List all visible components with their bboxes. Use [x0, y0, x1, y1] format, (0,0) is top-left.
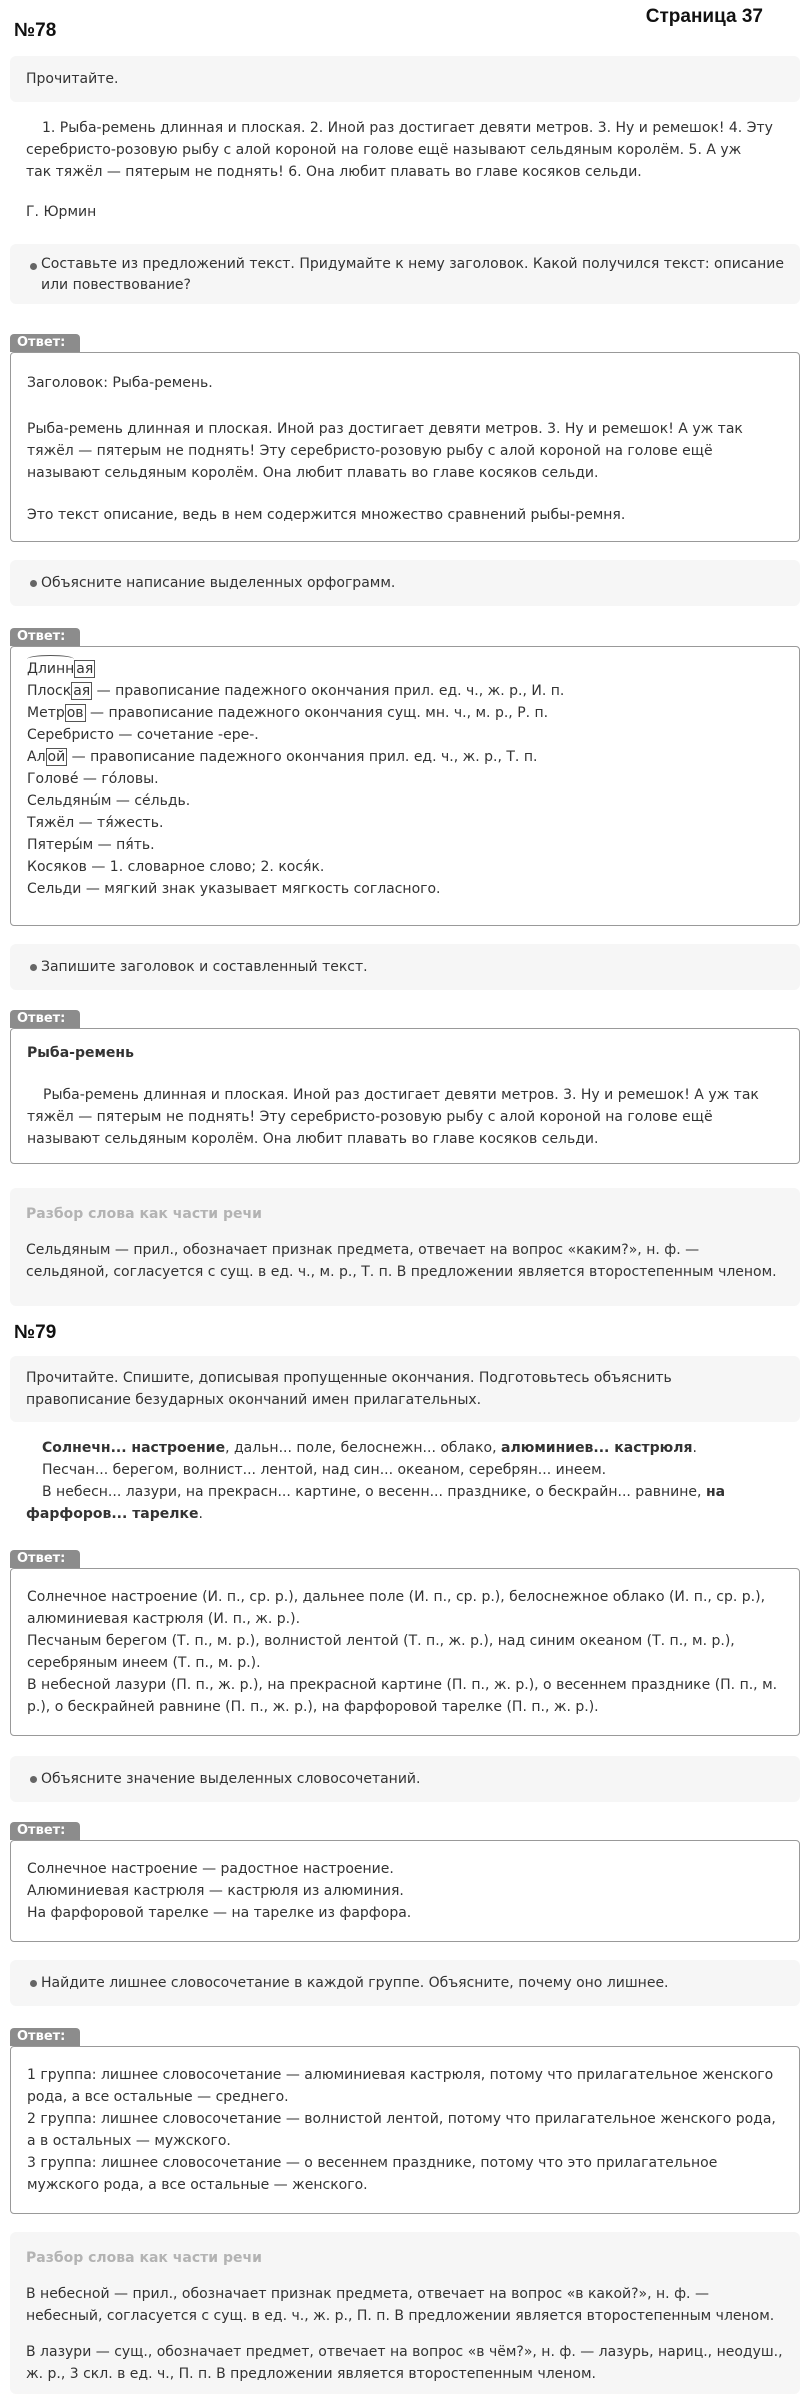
bullet-icon	[30, 263, 37, 270]
author: Г. Юрмин	[26, 204, 97, 220]
task-78-answer-2	[10, 646, 800, 926]
parse-title: Разбор слова как части речи	[26, 2250, 262, 2266]
instruction-line: Прочитайте. Спишите, дописывая пропущенные окончания. Подготовьтесь объяснить	[26, 1370, 672, 1386]
answer-line: алюминиевая кастрюля (И. п., ж. р.).	[27, 1611, 301, 1627]
bullet-icon	[30, 1980, 37, 1987]
parse-title: Разбор слова как части речи	[26, 1206, 262, 1222]
parse-line: В лазури — сущ., обозначает предмет, отвечает на вопрос «в чём?», н. ф. — лазурь, нариц., неодуш.,	[26, 2344, 783, 2360]
bullet-icon	[30, 964, 37, 971]
answer-line: 3 группа: лишнее словосочетание — о весеннем празднике, потому что это прилагательное	[27, 2155, 718, 2171]
answer-line: Рыба-ремень длинная и плоская. Иной раз достигает девяти метров. 3. Ну и ремешок! А уж так	[27, 421, 743, 437]
orthogram-line: Длинн ая	[27, 661, 94, 677]
text-line: так тяжёл — пятерым не поднять! 6. Она любит плавать во главе косяков сельди.	[26, 164, 642, 180]
question-line: Найдите лишнее словосочетание в каждой группе. Объясните, почему оно лишнее.	[41, 1975, 669, 1991]
answer-line: Это текст описание, ведь в нем содержится множество сравнений рыбы-ремня.	[27, 507, 626, 523]
answer-line: мужского рода, а все остальные — женского.	[27, 2177, 368, 2193]
orthogram-line: Пятеры́м — пя́ть.	[27, 837, 155, 853]
task-79-question-2	[10, 1960, 800, 2006]
answer-line: 2 группа: лишнее словосочетание — волнистой лентой, потому что прилагательное женского рода,	[27, 2111, 776, 2127]
parse-line: Сельдяным — прил., обозначает признак предмета, отвечает на вопрос «каким?», н. ф. —	[26, 1242, 700, 1258]
answer-label: Ответ:	[10, 1010, 80, 1028]
bullet-icon	[30, 1776, 37, 1783]
parse-line: В небесной — прил., обозначает признак предмета, отвечает на вопрос «в какой?», н. ф. —	[26, 2286, 709, 2302]
answer-line: называют сельдяным королём. Она любит плавать во главе косяков сельди.	[27, 1131, 599, 1147]
bullet-icon	[30, 580, 37, 587]
parse-line: ж. р., 3 скл. в ед. ч., П. п. В предложении является второстепенным членом.	[26, 2366, 597, 2382]
text-line: серебристо-розовую рыбу с алой короной на голове ещё называют сельдяным королём. 5. А уж	[26, 142, 742, 158]
page-number: Страница 37	[645, 6, 763, 27]
task-79-answer-1	[10, 1840, 800, 1942]
parse-line: сельдяной, согласуется с сущ. в ед. ч., м. р., Т. п. В предложении является второстепенным членом.	[26, 1264, 777, 1280]
answer-line: Солнечное настроение (И. п., ср. р.), дальнее поле (И. п., ср. р.), белоснежное облако (И. п., ср. р.),	[27, 1589, 766, 1605]
question-line: Запишите заголовок и составленный текст.	[41, 959, 368, 975]
orthogram-line: Сельди — мягкий знак указывает мягкость согласного.	[27, 881, 441, 897]
task-78-text	[10, 118, 800, 230]
task-79-instruction-box	[10, 1356, 800, 1422]
orthogram-line: Тяжёл — тя́жесть.	[27, 815, 164, 831]
exercise-line: фарфоров... тарелке.	[26, 1506, 203, 1522]
text-line: 1. Рыба-ремень длинная и плоская. 2. Иной раз достигает девяти метров. 3. Ну и ремешок! 4. Эту	[42, 120, 773, 136]
answer-line: тяжёл — пятерым не поднять! Эту серебристо-розовую рыбу с алой короной на голове ещё	[27, 443, 713, 459]
task-79-question-1	[10, 1756, 800, 1802]
task-78-number: №78	[14, 20, 57, 41]
task-79-answer	[10, 1568, 800, 1736]
answer-line: тяжёл — пятерым не поднять! Эту серебристо-розовую рыбу с алой короной на голове ещё	[27, 1109, 713, 1125]
answer-label: Ответ:	[10, 1822, 80, 1840]
answer-line: рода, а все остальные — среднего.	[27, 2089, 289, 2105]
answer-title: Рыба-ремень	[27, 1045, 134, 1061]
answer-line: Солнечное настроение — радостное настроение.	[27, 1861, 394, 1877]
answer-line: серебряным инеем (Т. п., м. р.).	[27, 1655, 261, 1671]
orthogram-line: Сельдяны́м — се́льдь.	[27, 793, 191, 809]
task-78-instruction-box	[10, 56, 800, 102]
task-78-question-1	[10, 244, 800, 304]
instruction-line: правописание безударных окончаний имен прилагательных.	[26, 1392, 482, 1408]
question-line: или повествование?	[41, 277, 191, 293]
orthogram-line: Косяков — 1. словарное слово; 2. кося́к.	[27, 859, 325, 875]
answer-line: 1 группа: лишнее словосочетание — алюминиевая кастрюля, потому что прилагательное женского	[27, 2067, 774, 2083]
question-line: Объясните значение выделенных словосочетаний.	[41, 1771, 421, 1787]
orthogram-line: Плоск ая — правописание падежного окончания прил. ед. ч., ж. р., И. п.	[27, 683, 565, 699]
question-line: Объясните написание выделенных орфограмм.	[41, 575, 396, 591]
exercise-line: Солнечн... настроение, дальн... поле, белоснежн... облако, алюминиев... кастрюля.	[42, 1440, 697, 1456]
task-78-instruction: Прочитайте.	[26, 71, 119, 87]
answer-line: Рыба-ремень длинная и плоская. Иной раз достигает девяти метров. 3. Ну и ремешок! А уж так	[43, 1087, 759, 1103]
orthogram-line: Метр ов — правописание падежного окончания сущ. мн. ч., м. р., Р. п.	[27, 705, 549, 721]
answer-line: В небесной лазури (П. п., ж. р.), на прекрасной картине (П. п., ж. р.), о весеннем празднике (П. п., м.	[27, 1677, 778, 1693]
question-line: Составьте из предложений текст. Придумайте к нему заголовок. Какой получился текст: описание	[41, 256, 785, 272]
answer-line: Песчаным берегом (Т. п., м. р.), волнистой лентой (Т. п., ж. р.), над синим океаном (Т. п., м. р.),	[27, 1633, 735, 1649]
orthogram-line: Голове́ — го́ловы.	[27, 771, 159, 787]
orthogram-line: Серебристо — сочетание -ере-.	[27, 727, 259, 743]
parse-line: небесный, согласуется с сущ. в ед. ч., ж. р., П. п. В предложении является второстепенным членом.	[26, 2308, 775, 2324]
answer-line: называют сельдяным королём. Она любит плавать во главе косяков сельди.	[27, 465, 599, 481]
task-78-answer-3	[10, 1028, 800, 1164]
answer-label: Ответ:	[10, 334, 80, 352]
answer-line: Алюминиевая кастрюля — кастрюля из алюминия.	[27, 1883, 404, 1899]
task-78-question-2	[10, 560, 800, 606]
answer-label: Ответ:	[10, 1550, 80, 1568]
task-78-question-3	[10, 944, 800, 990]
answer-label: Ответ:	[10, 2028, 80, 2046]
answer-label: Ответ:	[10, 628, 80, 646]
task-79-word-parse	[10, 2232, 800, 2394]
answer-line: На фарфоровой тарелке — на тарелке из фарфора.	[27, 1905, 412, 1921]
exercise-line: Песчан... берегом, волнист... лентой, над син... океаном, серебрян... инеем.	[42, 1462, 607, 1478]
task-79-answer-2	[10, 2046, 800, 2214]
orthogram-line: Ал ой — правописание падежного окончания прил. ед. ч., ж. р., Т. п.	[27, 749, 538, 765]
answer-line: Заголовок: Рыба-ремень.	[27, 375, 213, 391]
task-79-exercise	[10, 1438, 800, 1534]
task-78-answer-1	[10, 352, 800, 542]
task-78-word-parse	[10, 1188, 800, 1306]
task-79-number: №79	[14, 1322, 57, 1343]
answer-line: р.), о бескрайней равнине (П. п., ж. р.), на фарфоровой тарелке (П. п., ж. р.).	[27, 1699, 599, 1715]
answer-line: а в остальных — мужского.	[27, 2133, 231, 2149]
exercise-line: В небесн... лазури, на прекрасн... картине, о весенн... празднике, о бескрайн... равнине, на	[42, 1484, 726, 1500]
